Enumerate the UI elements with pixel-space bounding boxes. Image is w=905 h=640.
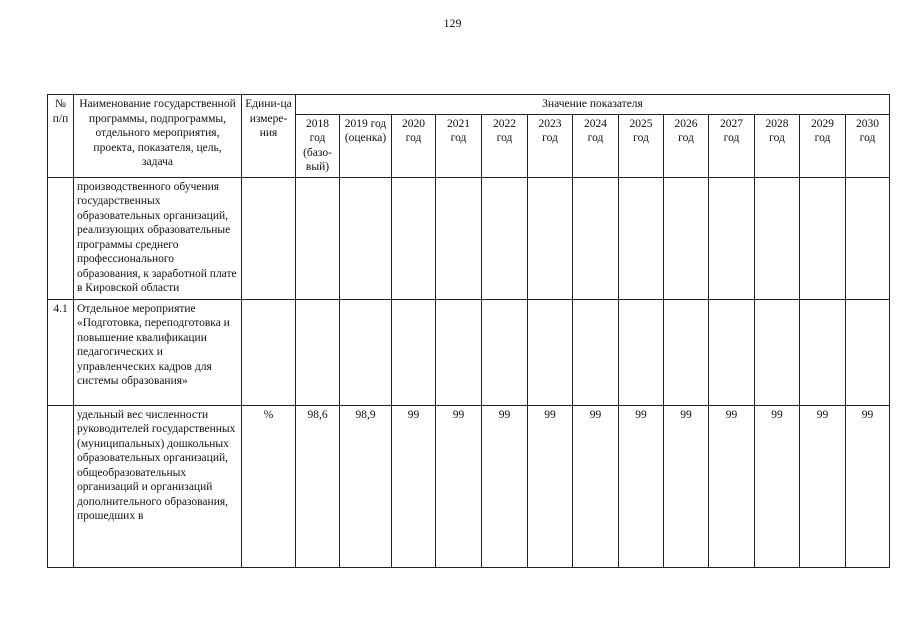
row-value bbox=[573, 177, 619, 299]
row-name: производственного обучения государственных образовательных организаций, реализующих образовательные программы среднего профессионального образования, к заработной плате в Кировской области bbox=[74, 177, 242, 299]
row-value bbox=[528, 299, 573, 405]
header-year-2024: 2024 год bbox=[573, 114, 619, 177]
row-num: 4.1 bbox=[48, 299, 74, 405]
row-unit: % bbox=[242, 405, 296, 567]
row-value: 99 bbox=[846, 405, 890, 567]
row-value bbox=[709, 177, 755, 299]
header-year-2021: 2021 год bbox=[436, 114, 482, 177]
row-value bbox=[340, 177, 392, 299]
header-row-1 bbox=[48, 95, 890, 115]
row-value bbox=[392, 177, 436, 299]
row-value bbox=[664, 299, 709, 405]
header-year-2030: 2030 год bbox=[846, 114, 890, 177]
header-year-2028: 2028 год bbox=[755, 114, 800, 177]
row-value: 98,9 bbox=[340, 405, 392, 567]
row-unit bbox=[242, 177, 296, 299]
row-value bbox=[296, 299, 340, 405]
row-name: Отдельное мероприятие «Подготовка, переподготовка и повышение квалификации педагогических и управленческих кадров для системы образования» bbox=[74, 299, 242, 405]
row-value bbox=[755, 299, 800, 405]
header-year-2018: 2018 год (базо-вый) bbox=[296, 114, 340, 177]
row-value bbox=[619, 177, 664, 299]
row-value bbox=[755, 177, 800, 299]
row-value: 99 bbox=[436, 405, 482, 567]
row-value bbox=[800, 177, 846, 299]
row-value: 99 bbox=[755, 405, 800, 567]
row-value bbox=[296, 177, 340, 299]
row-value bbox=[340, 299, 392, 405]
row-value: 99 bbox=[619, 405, 664, 567]
table-row bbox=[48, 405, 890, 567]
row-value bbox=[436, 177, 482, 299]
row-value bbox=[709, 299, 755, 405]
row-value bbox=[482, 299, 528, 405]
table-row bbox=[48, 177, 890, 299]
header-year-2027: 2027 год bbox=[709, 114, 755, 177]
row-value bbox=[846, 299, 890, 405]
row-value: 99 bbox=[482, 405, 528, 567]
row-num bbox=[48, 177, 74, 299]
row-num bbox=[48, 405, 74, 567]
row-value bbox=[664, 177, 709, 299]
header-num: № п/п bbox=[48, 95, 74, 178]
header-year-2025: 2025 год bbox=[619, 114, 664, 177]
row-value bbox=[392, 299, 436, 405]
header-values-group: Значение показателя bbox=[296, 95, 890, 115]
row-value: 99 bbox=[664, 405, 709, 567]
row-value bbox=[436, 299, 482, 405]
indicator-table bbox=[47, 94, 890, 568]
row-value bbox=[482, 177, 528, 299]
row-value: 99 bbox=[528, 405, 573, 567]
row-value bbox=[846, 177, 890, 299]
header-unit: Едини-ца измере-ния bbox=[242, 95, 296, 178]
row-value bbox=[800, 299, 846, 405]
row-value: 98,6 bbox=[296, 405, 340, 567]
header-year-2020: 2020 год bbox=[392, 114, 436, 177]
row-value: 99 bbox=[800, 405, 846, 567]
header-year-2029: 2029 год bbox=[800, 114, 846, 177]
row-unit bbox=[242, 299, 296, 405]
header-year-2022: 2022 год bbox=[482, 114, 528, 177]
page-number: 129 bbox=[443, 16, 462, 30]
row-value: 99 bbox=[392, 405, 436, 567]
row-value bbox=[619, 299, 664, 405]
row-name: удельный вес численности руководителей государственных (муниципальных) дошкольных образовательных организаций, общеобразовательных организаций и организаций дополнительного образования, прошедших в bbox=[74, 405, 242, 567]
header-year-2026: 2026 год bbox=[664, 114, 709, 177]
header-year-2019: 2019 год (оценка) bbox=[340, 114, 392, 177]
row-value bbox=[528, 177, 573, 299]
header-year-2023: 2023 год bbox=[528, 114, 573, 177]
header-name: Наименование государственной программы, подпрограммы, отдельного мероприятия, проекта, показателя, цель, задача bbox=[74, 95, 242, 178]
table-row bbox=[48, 299, 890, 405]
row-value: 99 bbox=[709, 405, 755, 567]
row-value: 99 bbox=[573, 405, 619, 567]
row-value bbox=[573, 299, 619, 405]
